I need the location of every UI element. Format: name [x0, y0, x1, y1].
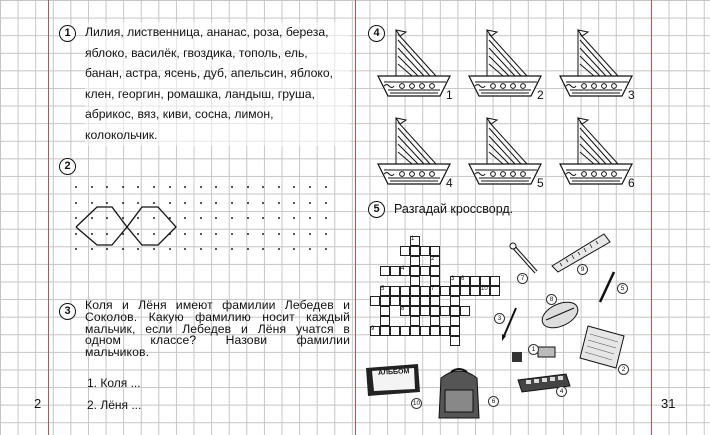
crossword-cell[interactable]	[440, 306, 450, 316]
grid-dot	[309, 202, 311, 204]
grid-dot	[293, 233, 295, 235]
crossword-clue-number: 3	[451, 276, 455, 282]
item-label: 6	[488, 396, 499, 407]
crossword-cell[interactable]	[490, 286, 500, 296]
grid-dot	[200, 217, 202, 219]
grid-dot	[215, 233, 217, 235]
grid-dot	[200, 233, 202, 235]
task-4-number: 4	[368, 25, 385, 42]
boat-drawing	[376, 112, 452, 197]
grid-dot	[231, 186, 233, 188]
boat-drawing	[558, 24, 634, 109]
crossword-cell[interactable]	[430, 326, 440, 336]
crossword-cell[interactable]	[370, 296, 380, 306]
task-2-sample-figure	[70, 185, 190, 255]
grid-dot	[325, 217, 327, 219]
crossword-cell[interactable]	[450, 296, 460, 306]
crossword-cell[interactable]	[410, 306, 420, 316]
margin-line-right	[651, 0, 652, 435]
crossword-cell[interactable]	[450, 316, 460, 326]
task-3-text	[85, 300, 350, 359]
grid-dot	[215, 217, 217, 219]
grid-dot	[262, 217, 264, 219]
grid-dot	[293, 202, 295, 204]
crossword-cell[interactable]	[420, 296, 430, 306]
crossword-clue-number: 5	[381, 286, 385, 292]
item-label: 8	[546, 294, 557, 305]
grid-dot	[215, 248, 217, 250]
crossword-cell[interactable]	[420, 266, 430, 276]
crossword-cell[interactable]	[430, 296, 440, 306]
grid-dot	[262, 248, 264, 250]
grid-dot	[262, 233, 264, 235]
task-1-line: абрикос, вяз, киви, сосна, лимон,	[85, 107, 274, 122]
task-3-number: 3	[59, 303, 76, 320]
task-1-line: клен, георгин, ромашка, ландыш, груша,	[85, 86, 315, 101]
task-1-line: Лилия, лиственница, ананас, роза, береза,	[85, 25, 329, 39]
crossword-cell[interactable]	[410, 296, 420, 306]
page-number-right: 31	[661, 396, 676, 411]
crossword-cell[interactable]	[400, 326, 410, 336]
page-number-left: 2	[34, 396, 42, 411]
crossword-cell[interactable]	[470, 276, 480, 286]
boat-drawing	[467, 112, 543, 197]
margin-line-center	[355, 0, 356, 435]
task-5-title: Разгадай кроссворд.	[394, 202, 514, 216]
crossword-clue-number: 1	[411, 236, 415, 242]
item-label: 2	[618, 364, 629, 375]
task-1-line: банан, астра, ясень, дуб, апельсин, яблоко,	[85, 66, 333, 81]
boat-number: 6	[628, 176, 635, 190]
grid-dot	[262, 202, 264, 204]
crossword-cell[interactable]	[440, 326, 450, 336]
crossword-cell[interactable]	[390, 266, 400, 276]
crossword-clue-number: 8	[401, 306, 405, 312]
grid-dot	[293, 186, 295, 188]
item-label: 9	[577, 264, 588, 275]
brush-icon	[498, 306, 520, 342]
item-label: 4	[556, 386, 567, 397]
grid-dot	[325, 233, 327, 235]
item-label: 5	[617, 283, 628, 294]
margin-line-left	[48, 0, 49, 435]
crossword-cell[interactable]	[380, 306, 390, 316]
pen-icon	[506, 240, 542, 276]
crossword-cell[interactable]	[490, 276, 500, 286]
grid-dot	[200, 202, 202, 204]
crossword-cell[interactable]	[410, 256, 420, 266]
crossword-clue-number: 6	[461, 276, 465, 282]
task-3-line: мальчиков.	[85, 345, 150, 360]
boat-number: 1	[446, 88, 453, 102]
crossword-clue-number: 7	[431, 286, 435, 292]
crossword-cell[interactable]	[460, 286, 470, 296]
grid-dot	[247, 233, 249, 235]
crossword-cell[interactable]	[450, 336, 460, 346]
crossword-clue-number: 9	[371, 326, 375, 332]
grid-dot	[293, 248, 295, 250]
boat-number: 3	[628, 88, 635, 102]
task-1-line: яблоко, василёк, гвоздика, тополь, ель,	[85, 45, 308, 60]
grid-dot	[278, 186, 280, 188]
grid-dot	[325, 186, 327, 188]
crossword-cell[interactable]	[430, 246, 440, 256]
grid-dot	[247, 248, 249, 250]
grid-dot	[231, 202, 233, 204]
boat-drawing	[467, 24, 543, 109]
crossword-cell[interactable]	[420, 286, 430, 296]
item-label: 7	[517, 273, 528, 284]
pencil-icon	[597, 270, 617, 304]
crossword-cell[interactable]	[380, 296, 390, 306]
crossword-cell[interactable]	[380, 266, 390, 276]
crossword-cell[interactable]	[430, 316, 440, 326]
item-label: 10	[412, 400, 421, 407]
task-3-line: одном классе? Назови фамилии	[85, 333, 350, 348]
grid-dot	[200, 186, 202, 188]
boat-number: 4	[446, 176, 453, 190]
crossword-cell[interactable]	[480, 276, 490, 286]
boat-number: 5	[537, 176, 544, 190]
grid-dot	[231, 248, 233, 250]
crossword-cell[interactable]	[410, 276, 420, 286]
crossword-cell[interactable]	[380, 316, 390, 326]
album-label: АЛЬБОМ	[377, 368, 410, 377]
crossword-cell[interactable]	[450, 286, 460, 296]
grid-dot	[309, 186, 311, 188]
task-1-number: 1	[59, 25, 76, 42]
crossword-cell[interactable]	[460, 306, 470, 316]
album-icon	[362, 360, 424, 400]
crossword-cell[interactable]	[470, 286, 480, 296]
grid-dot	[278, 233, 280, 235]
crossword-cell[interactable]	[380, 326, 390, 336]
crossword-cell[interactable]	[430, 306, 440, 316]
grid-dot	[309, 217, 311, 219]
task-3-line: Коля и Лёня имеют фамилии Лебедев и	[85, 298, 350, 312]
grid-dot	[215, 186, 217, 188]
crossword-cell[interactable]	[410, 326, 420, 336]
crossword-cell[interactable]	[400, 246, 410, 256]
item-label: 1	[528, 344, 539, 355]
boat-number: 2	[537, 88, 544, 102]
task-5-number: 5	[368, 201, 385, 218]
crossword-cell[interactable]	[420, 326, 430, 336]
crossword-cell[interactable]	[430, 276, 440, 286]
grid-dot	[200, 248, 202, 250]
grid-dot	[278, 217, 280, 219]
crossword-clue-number: 4	[401, 266, 405, 272]
crossword-cell[interactable]	[410, 286, 420, 296]
crossword-cell[interactable]	[410, 266, 420, 276]
grid-dot	[309, 248, 311, 250]
task-3-answer-1: 1. Коля ...	[87, 376, 141, 390]
crossword-cell[interactable]	[390, 326, 400, 336]
task-1-line: колокольчик.	[85, 127, 158, 142]
crossword-cell[interactable]	[400, 286, 410, 296]
crossword-cell[interactable]	[400, 296, 410, 306]
task-3-line: Соколов. Какую фамилию носит каждый	[85, 309, 350, 324]
crossword-cell[interactable]	[390, 286, 400, 296]
task-3-line: мальчик, если Лебедев и Лёня учатся в	[85, 321, 350, 336]
grid-dot	[231, 217, 233, 219]
eraser-icon	[536, 344, 558, 360]
crossword-cell[interactable]	[420, 306, 430, 316]
crossword-cell[interactable]	[420, 246, 430, 256]
crossword-clue-number: 2	[431, 256, 435, 262]
grid-dot	[278, 202, 280, 204]
crossword-cell[interactable]	[430, 266, 440, 276]
crossword-cell[interactable]	[390, 296, 400, 306]
task-2-number: 2	[59, 158, 76, 175]
grid-dot	[278, 248, 280, 250]
boat-drawing	[376, 24, 452, 109]
crossword-cell[interactable]	[410, 316, 420, 326]
notebook-icon	[576, 322, 628, 370]
grid-dot	[309, 233, 311, 235]
backpack-icon	[433, 364, 485, 422]
crossword-cell[interactable]	[440, 286, 450, 296]
boat-drawing	[558, 112, 634, 197]
crossword-clue-number: 10	[481, 286, 488, 292]
grid-dot	[262, 186, 264, 188]
grid-dot	[215, 202, 217, 204]
crossword-cell[interactable]	[410, 246, 420, 256]
item-label: 3	[494, 313, 505, 324]
grid-dot	[247, 217, 249, 219]
task-3-answer-2: 2. Лёня ...	[87, 398, 142, 412]
grid-dot	[325, 202, 327, 204]
crossword-cell[interactable]	[450, 306, 460, 316]
grid-dot	[231, 233, 233, 235]
crossword-cell[interactable]	[450, 326, 460, 336]
task-1-text	[85, 22, 350, 146]
sharpener-icon	[510, 350, 524, 364]
grid-dot	[293, 217, 295, 219]
grid-dot	[247, 202, 249, 204]
grid-dot	[325, 248, 327, 250]
grid-dot	[247, 186, 249, 188]
